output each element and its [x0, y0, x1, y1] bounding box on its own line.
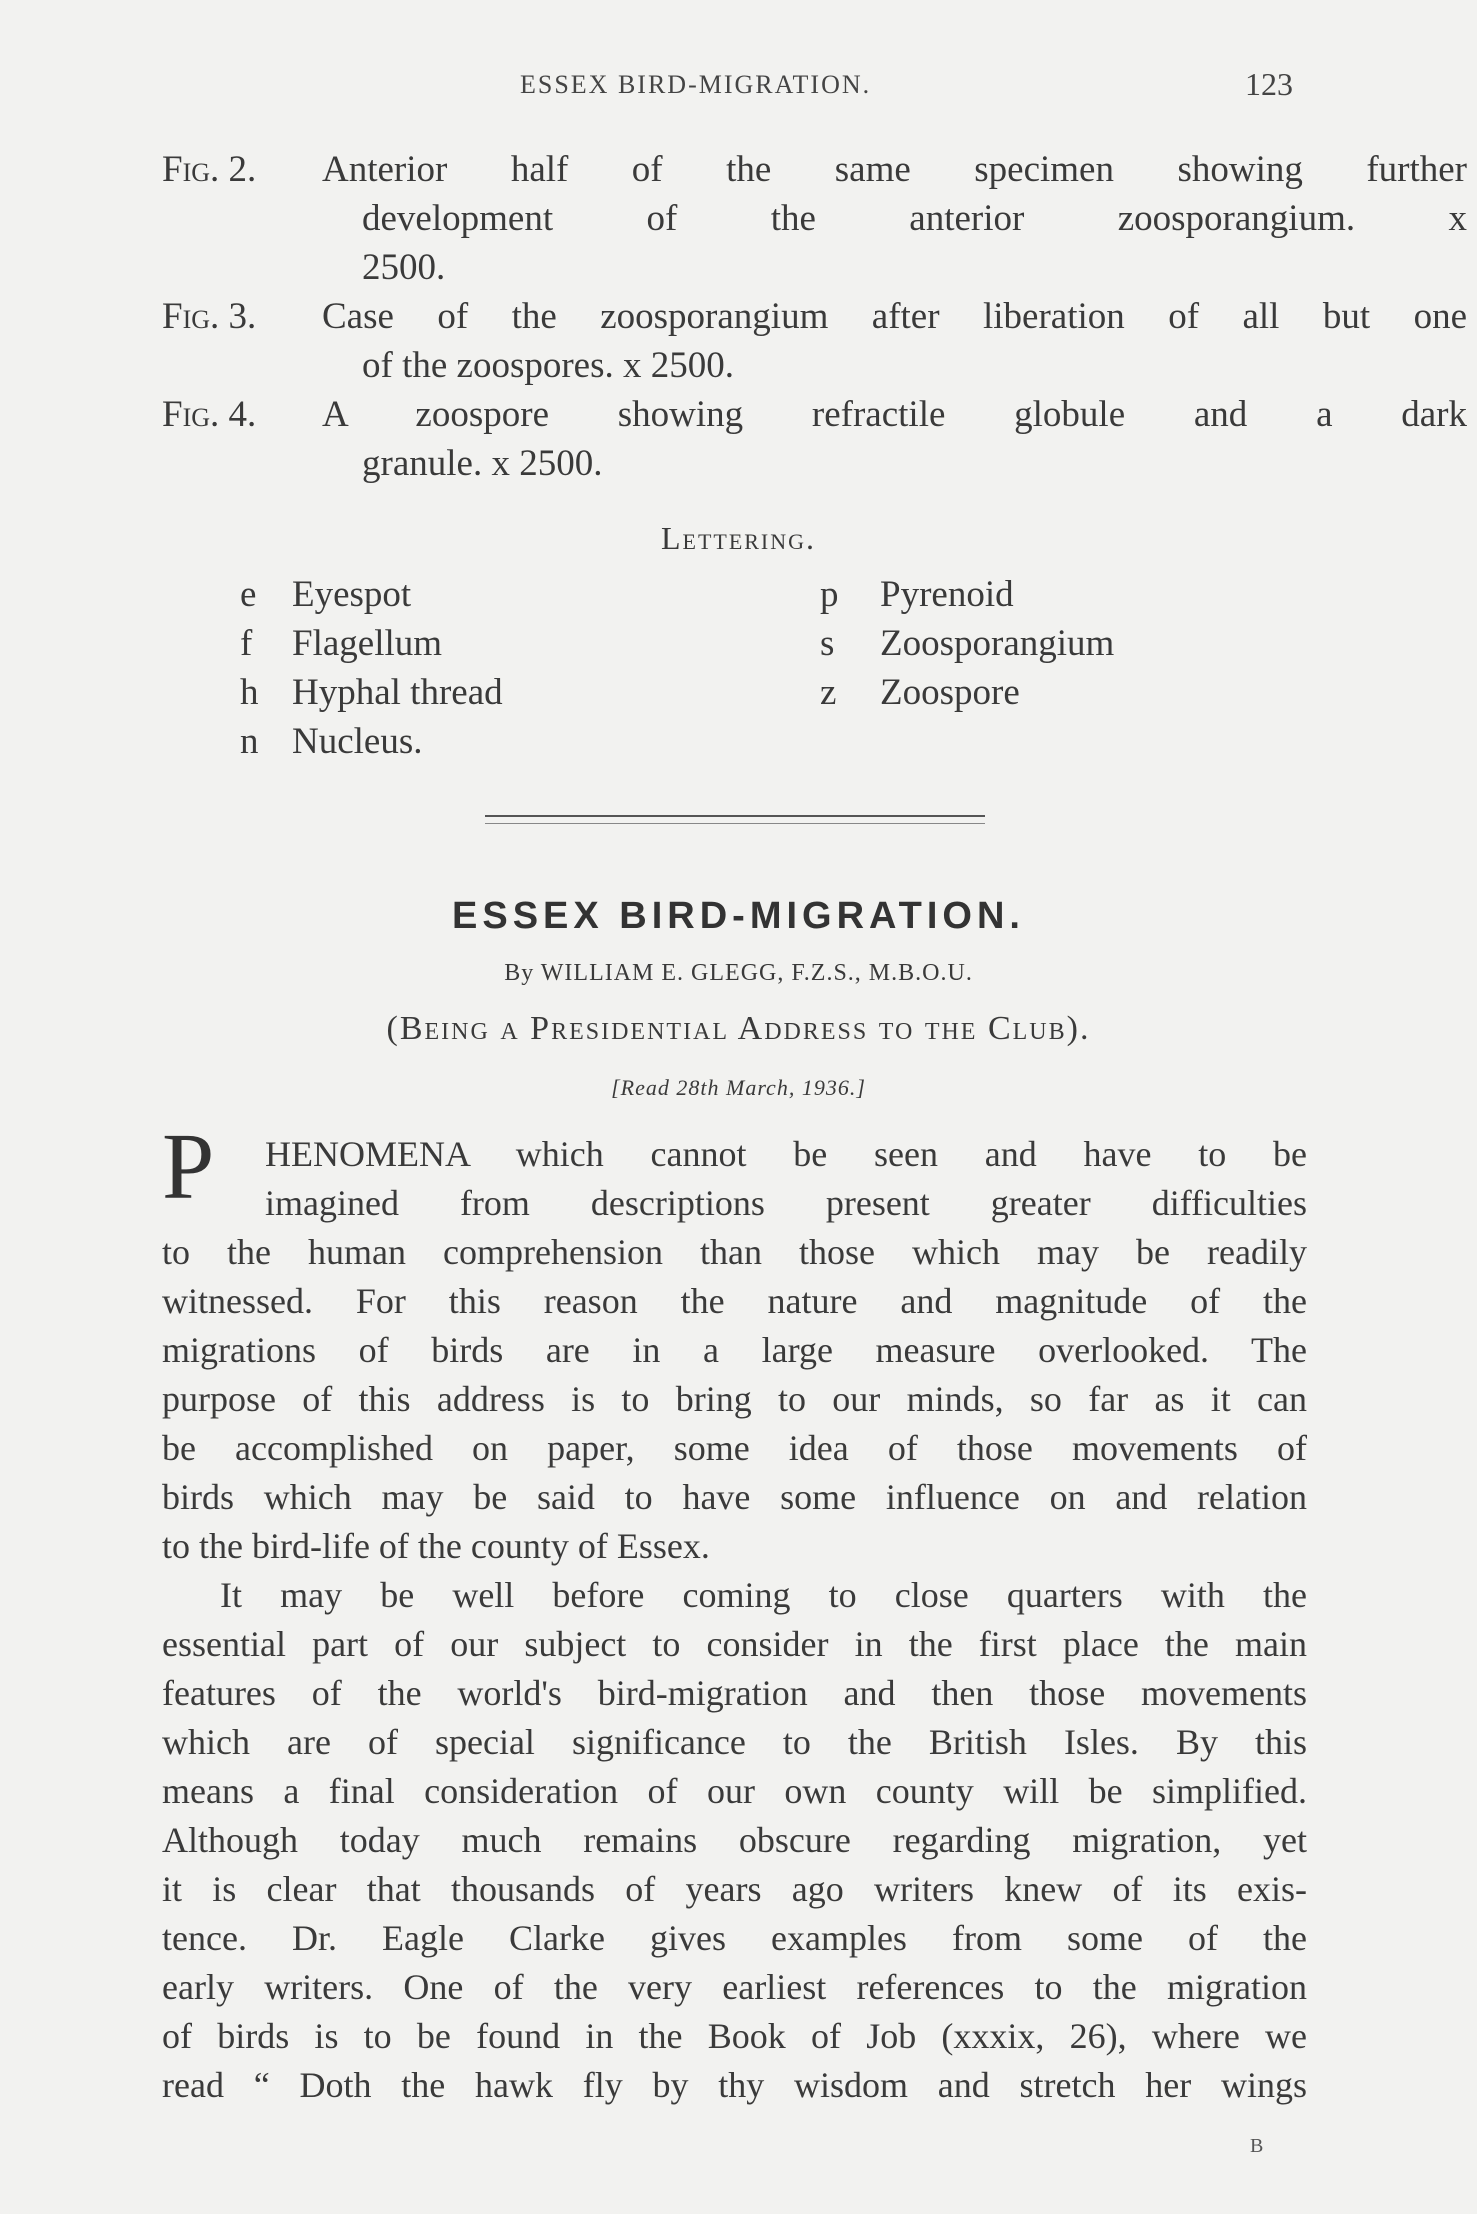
- body-line: of birds is to be found in the Book of Job (xxxix, 26), where we: [162, 2016, 1307, 2056]
- running-title: ESSEX BIRD-MIGRATION.: [520, 70, 872, 99]
- lettering-left-column: [240, 570, 740, 766]
- lettering-entry: [240, 570, 740, 619]
- lettering-key: p: [820, 574, 839, 615]
- lettering-key: n: [240, 721, 259, 762]
- lettering-key: f: [240, 623, 253, 664]
- caption-line: granule. x 2500.: [362, 443, 603, 484]
- section-divider-thin: [485, 823, 985, 824]
- lettering-key: z: [820, 672, 837, 713]
- body-line: which are of special significance to the British Isles. By this: [162, 1722, 1307, 1762]
- body-line: to the bird-life of the county of Essex.: [162, 1526, 710, 1566]
- body-line: imagined from descriptions present greater difficulties: [265, 1183, 1307, 1223]
- lettering-key: h: [240, 672, 259, 713]
- article-title: ESSEX BIRD-MIGRATION.: [452, 895, 1025, 937]
- read-date-note: [Read 28th March, 1936.]: [611, 1075, 866, 1100]
- section-divider: [485, 815, 985, 817]
- article-byline: By WILLIAM E. GLEGG, F.Z.S., M.B.O.U.: [504, 960, 973, 986]
- caption-line: Case of the zoosporangium after liberation of all but one: [322, 296, 1467, 337]
- body-line: features of the world's bird-migration and then those movements: [162, 1673, 1307, 1713]
- lettering-entry: [820, 619, 1270, 668]
- page-number: 123: [1245, 66, 1293, 102]
- lettering-key: e: [240, 574, 257, 615]
- lettering-value: Zoosporangium: [880, 623, 1115, 664]
- lettering-entry: [240, 619, 740, 668]
- body-line: birds which may be said to have some influence on and relation: [162, 1477, 1307, 1517]
- body-line: it is clear that thousands of years ago writers knew of its exis-: [162, 1869, 1307, 1909]
- caption-line: 2500.: [362, 247, 446, 288]
- caption-line: development of the anterior zoosporangium. x: [362, 198, 1467, 239]
- body-line: early writers. One of the very earliest references to the migration: [162, 1967, 1307, 2007]
- lettering-entry: [820, 668, 1270, 717]
- body-line: witnessed. For this reason the nature and magnitude of the: [162, 1281, 1307, 1321]
- lettering-entry: [240, 668, 740, 717]
- caption-line: Anterior half of the same specimen showing further: [322, 149, 1467, 190]
- body-line: purpose of this address is to bring to our minds, so far as it can: [162, 1379, 1307, 1419]
- body-line: to the human comprehension than those which may be readily: [162, 1232, 1307, 1272]
- running-head: [0, 66, 1477, 110]
- body-line: means a final consideration of our own county will be simplified.: [162, 1771, 1307, 1811]
- body-line: migrations of birds are in a large measure overlooked. The: [162, 1330, 1307, 1370]
- lettering-value: Nucleus.: [292, 721, 423, 762]
- body-line: Although today much remains obscure regarding migration, yet: [162, 1820, 1307, 1860]
- body-line: HENOMENA which cannot be seen and have to be: [265, 1134, 1307, 1174]
- lettering-value: Hyphal thread: [292, 672, 503, 713]
- caption-line: of the zoospores. x 2500.: [362, 345, 734, 386]
- lettering-heading: Lettering.: [660, 520, 817, 556]
- article-subtitle: (Being a Presidential Address to the Club).: [386, 1010, 1091, 1047]
- lettering-value: Zoospore: [880, 672, 1020, 713]
- drop-cap: P: [162, 1115, 215, 1219]
- figure-label: Fig. 3.: [162, 296, 257, 337]
- figure-label: Fig. 4.: [162, 394, 257, 435]
- body-line: It may be well before coming to close quarters with the: [220, 1575, 1307, 1615]
- lettering-right-column: [820, 570, 1270, 717]
- lettering-value: Pyrenoid: [880, 574, 1014, 615]
- lettering-entry: [820, 570, 1270, 619]
- figure-label: Fig. 2.: [162, 149, 257, 190]
- lettering-value: Flagellum: [292, 623, 443, 664]
- lettering-entry: [240, 717, 740, 766]
- lettering-value: Eyespot: [292, 574, 412, 615]
- caption-line: A zoospore showing refractile globule and a dark: [322, 394, 1467, 435]
- body-line: be accomplished on paper, some idea of those movements of: [162, 1428, 1307, 1468]
- body-line: essential part of our subject to consider in the first place the main: [162, 1624, 1307, 1664]
- body-line: read “ Doth the hawk fly by thy wisdom and stretch her wings: [162, 2065, 1307, 2105]
- signature-mark: B: [1250, 2135, 1264, 2157]
- body-line: tence. Dr. Eagle Clarke gives examples from some of the: [162, 1918, 1307, 1958]
- lettering-key: s: [820, 623, 835, 664]
